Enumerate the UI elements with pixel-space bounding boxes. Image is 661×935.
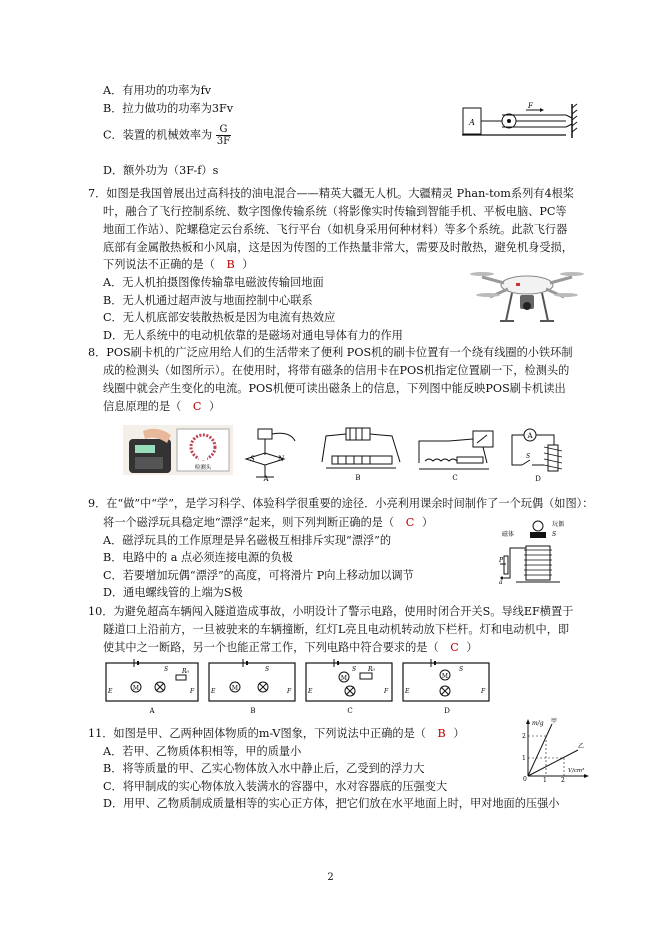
q8-fig-label-c: C bbox=[452, 474, 458, 482]
q10-question: 使其中之一断路，另一个也能正常工作，下列电路中符合要求的是（ bbox=[103, 641, 439, 654]
q11-option-c: C．将甲制成的实心物体放入装满水的容器中，水对容器底的压强变大 bbox=[103, 780, 448, 793]
svg-text:S: S bbox=[250, 455, 255, 463]
q8-detector-label: 检测头 bbox=[194, 465, 212, 471]
q7-stem-line-3: 地面工作站）、陀螺稳定云台系统、飞行平台（如机身采用何种材料）等多个系统。此款飞行器 bbox=[103, 223, 568, 236]
q11-answer: B bbox=[437, 727, 446, 740]
q9-question: 将一个磁浮玩具稳定地“漂浮”起来，则下列判断正确的是（ bbox=[103, 516, 395, 529]
q8-close-paren: ） bbox=[209, 400, 221, 413]
q10-stem-line-2: 隧道口上沿前方，一旦被驶来的车辆撞断，红灯L亮且电动机转动放下栏杆。灯和电动机中，即 bbox=[103, 623, 570, 636]
q10-stem-line-3 bbox=[103, 641, 478, 655]
q7-answer: B bbox=[226, 258, 235, 271]
q8-stem-line-4 bbox=[103, 400, 220, 414]
svg-text:M: M bbox=[132, 685, 140, 692]
q8-figure-c bbox=[415, 423, 497, 483]
q7-option-a: A．无人机拍摄图像传输靠电磁波传输回地面 bbox=[103, 276, 324, 289]
q9-answer: C bbox=[405, 516, 415, 529]
q11-origin: 0 bbox=[523, 776, 527, 783]
svg-text:F: F bbox=[287, 688, 292, 695]
svg-text:R₀: R₀ bbox=[182, 668, 189, 675]
q11-option-d: D．用甲、乙物质制成质量相等的实心正方体，把它们放在水平地面上时，甲对地面的压强小 bbox=[103, 797, 560, 810]
q11-stem-line-1 bbox=[88, 727, 465, 741]
q9-fig-p: P bbox=[499, 557, 504, 564]
q9-fig-a: a bbox=[499, 579, 503, 586]
svg-text:R₀: R₀ bbox=[368, 666, 375, 673]
q10-circuit-b bbox=[207, 659, 299, 717]
q8-stem-line-3: 线圈中就会产生变化的电流。POS机便可读出磁条上的信息，下列图中能反映POS刷卡机读出 bbox=[103, 382, 566, 395]
q6-fig-force-label: F bbox=[528, 102, 533, 110]
q7-stem-line-1: 7．如图是我国曾展出过高科技的油电混合——精英大疆无人机。大疆精灵 Phan-tom系列有4根桨 bbox=[88, 187, 574, 200]
svg-text:S: S bbox=[265, 666, 270, 673]
q11-y-tick-2: 2 bbox=[522, 733, 526, 740]
q8-fig-label-b: B bbox=[355, 474, 361, 482]
svg-text:A: A bbox=[527, 432, 533, 440]
q9-stem-line-2 bbox=[103, 516, 433, 530]
q8-figure-d bbox=[508, 427, 568, 483]
q7-option-b: B．无人机通过超声波与地面控制中心联系 bbox=[103, 294, 313, 307]
svg-text:N: N bbox=[278, 455, 285, 463]
q8-stem-line-2: 成的检测头（如图所示）。在使用时，将带有磁条的信用卡在POS机指定位置刷一下，检测头的 bbox=[103, 364, 570, 377]
q10-circuit-d bbox=[401, 659, 493, 717]
svg-text:S: S bbox=[164, 666, 169, 673]
q8-fig-label-a: A bbox=[263, 475, 269, 483]
q10-fig-label-c: C bbox=[347, 707, 353, 715]
q7-option-d: D．无人系统中的电动机依靠的是磁场对通电导体有力的作用 bbox=[103, 329, 403, 342]
svg-text:S: S bbox=[352, 666, 357, 673]
q9-option-c: C．若要增加玩偶“漂浮”的高度，可将滑片 P向上移动加以调节 bbox=[103, 569, 414, 582]
q8-figure-b bbox=[316, 422, 406, 482]
q6-option-a: A．有用功的功率为fv bbox=[103, 84, 212, 97]
q11-x-tick-2: 2 bbox=[561, 777, 565, 784]
q8-figure-a bbox=[240, 425, 300, 483]
svg-text:E: E bbox=[405, 688, 410, 695]
q8-question: 信息原理的是（ bbox=[103, 400, 182, 413]
q9-option-a: A．磁浮玩具的工作原理是异名磁极互相排斥实现“漂浮”的 bbox=[103, 534, 392, 547]
q11-y-tick-1: 1 bbox=[522, 755, 526, 762]
q9-option-b: B．电路中的 a 点必须连接电源的负极 bbox=[103, 551, 293, 564]
q6-option-d: D．额外功为（3F-f）s bbox=[103, 164, 219, 177]
q11-x-tick-1: 1 bbox=[543, 777, 547, 784]
q8-answer: C bbox=[192, 400, 202, 413]
svg-text:F: F bbox=[384, 688, 389, 695]
q11-x-label: V/cm³ bbox=[568, 768, 585, 774]
q6-option-b: B．拉力做功的功率为3Fv bbox=[103, 102, 234, 115]
q6-fraction-num: G bbox=[219, 124, 228, 135]
svg-text:E: E bbox=[308, 688, 313, 695]
q10-fig-label-a: A bbox=[149, 707, 155, 715]
q7-stem-line-5 bbox=[103, 258, 253, 272]
q11-line-yi-label: 乙 bbox=[578, 743, 585, 750]
q8-fig-label-d: D bbox=[535, 475, 541, 483]
q11-mv-graph bbox=[518, 718, 592, 782]
q11-question: 11．如图是甲、乙两种固体物质的m-V图象，下列说法中正确的是（ bbox=[88, 727, 426, 740]
q10-circuit-c bbox=[304, 659, 396, 717]
q7-option-c: C．无人机底部安装散热板是因为电流有热效应 bbox=[103, 311, 336, 324]
q6-fig-block-label: A bbox=[469, 118, 475, 127]
q9-fig-toy: 玩偶 bbox=[552, 521, 565, 528]
q9-stem-line-1: 9．在“做”中“学”，是学习科学、体验科学很重要的途径．小亮利用课余时间制作了一个玩偶（如图）： bbox=[88, 497, 594, 510]
q11-y-label: m/g bbox=[532, 720, 544, 727]
q11-line-jia bbox=[528, 724, 552, 776]
q10-stem-line-1: 10．为避免超高车辆闯入隧道造成事故，小明设计了警示电路，使用时闭合开关S。导线EF横置于 bbox=[88, 605, 574, 618]
q8-stem-line-1: 8．POS刷卡机的广泛应用给人们的生活带来了便利 POS机的刷卡位置有一个绕有线圈的小铁环制 bbox=[88, 346, 573, 359]
svg-text:E: E bbox=[108, 688, 113, 695]
q8-pos-photo bbox=[123, 425, 233, 475]
q7-stem-line-2: 叶，融合了飞行控制系统、数字图像传输系统（将影像实时传输到智能手机、平板电脑、PC等 bbox=[103, 205, 567, 218]
q11-option-b: B．将等质量的甲、乙实心物体放入水中静止后，乙受到的浮力大 bbox=[103, 762, 425, 775]
q11-close-paren: ） bbox=[453, 727, 465, 740]
page-number: 2 bbox=[327, 872, 334, 883]
q7-question: 下列说法不正确的是（ bbox=[103, 258, 215, 271]
svg-text:E: E bbox=[211, 688, 216, 695]
svg-text:M: M bbox=[340, 675, 348, 682]
q6-option-c bbox=[103, 124, 231, 147]
q10-answer: C bbox=[450, 641, 459, 654]
q10-circuit-a bbox=[104, 659, 200, 717]
q11-option-a: A．若甲、乙物质体积相等，甲的质量小 bbox=[103, 745, 302, 758]
svg-text:F: F bbox=[190, 688, 195, 695]
svg-text:F: F bbox=[481, 688, 486, 695]
q11-line-jia-label: 甲 bbox=[551, 718, 558, 725]
q9-option-d: D．通电螺线管的上端为S极 bbox=[103, 586, 243, 599]
q6-pulley-figure bbox=[462, 104, 582, 140]
svg-text:S: S bbox=[526, 453, 531, 460]
q6-fraction-den: 3F bbox=[216, 136, 231, 147]
svg-text:M: M bbox=[231, 685, 239, 692]
svg-text:S: S bbox=[459, 666, 464, 673]
q7-close-paren: ） bbox=[242, 258, 254, 271]
q9-levitation-figure bbox=[498, 518, 580, 588]
q10-fig-label-d: D bbox=[444, 707, 450, 715]
q7-stem-line-4: 底部有金属散热板和小风扇，这是因为传图的工作热量非常大，需要及时散热，避免机身受损， bbox=[103, 241, 573, 254]
q6-fraction bbox=[216, 124, 231, 147]
svg-text:M: M bbox=[441, 673, 449, 680]
drone-image bbox=[472, 265, 582, 330]
q6-option-c-text: C．装置的机械效率为 bbox=[103, 128, 213, 142]
q10-fig-label-b: B bbox=[250, 707, 256, 715]
q9-fig-magnet: 磁体 bbox=[502, 531, 515, 538]
q9-fig-pole: S bbox=[552, 531, 557, 538]
q9-close-paren: ） bbox=[421, 516, 434, 529]
q10-close-paren: ） bbox=[466, 641, 478, 654]
